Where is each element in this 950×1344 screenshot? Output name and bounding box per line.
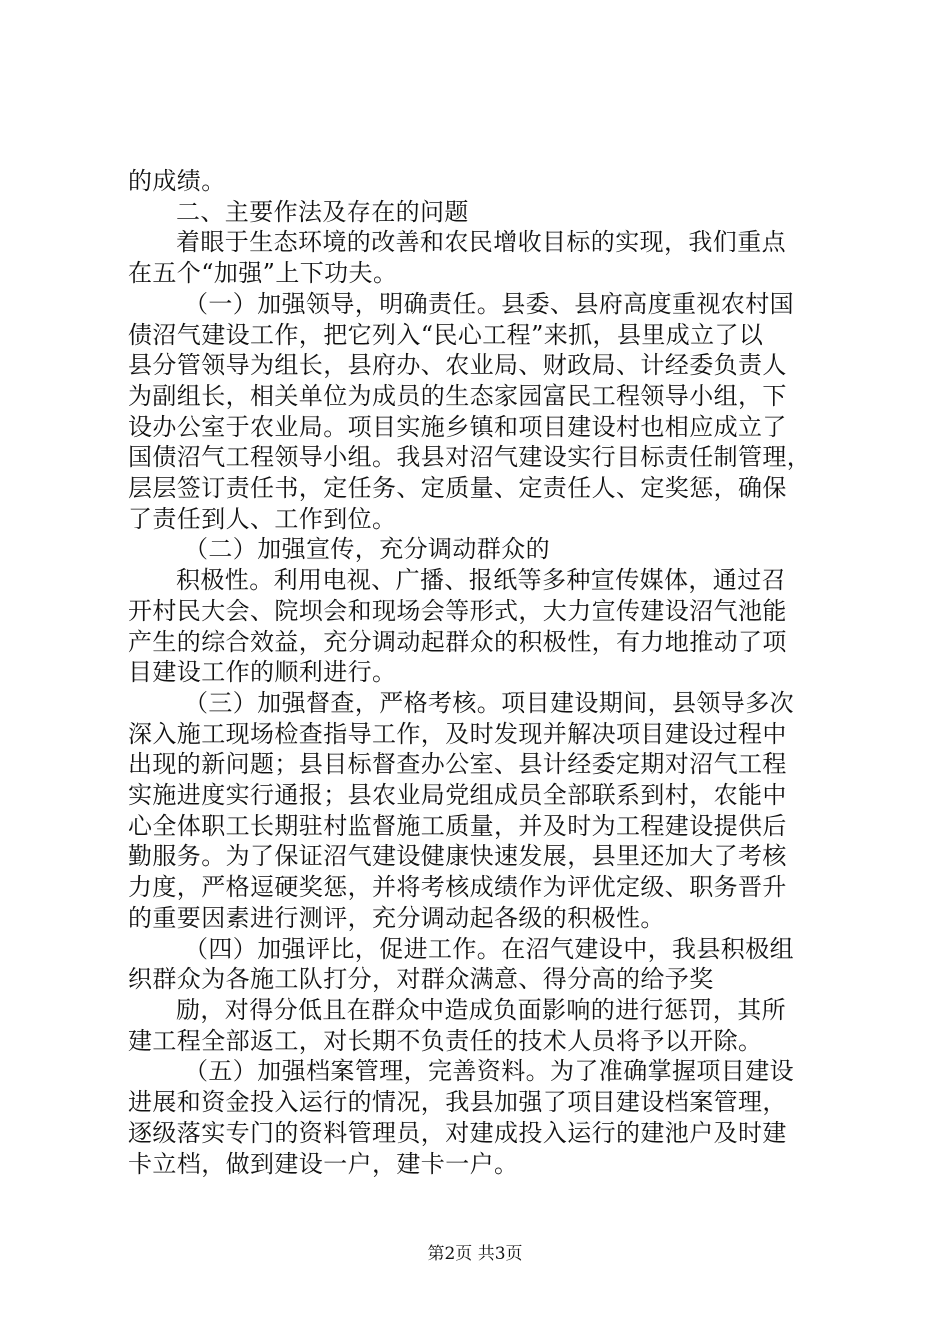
page-footer: 第2页 共3页 [427,1244,523,1264]
text-line: 了责任到人、工作到位。 [128,504,397,533]
text-line: 的成绩。 [128,167,226,195]
text-line: 债沼气建设工作，把它列入“民心工程”来抓，县里成立了以 [128,320,764,349]
document-body [128,166,828,1179]
text-line: 产生的综合效益，充分调动起群众的积极性，有力地推动了项 [128,627,787,656]
text-line: 织群众为各施工队打分，对群众满意、得分高的给予奖 [128,965,714,994]
text-line: 深入施工现场检查指导工作，及时发现并解决项目建设过程中 [128,719,787,748]
text-line: 心全体职工长期驻村监督施工质量，并及时为工程建设提供后 [128,811,787,840]
text-line: 勤服务。为了保证沼气建设健康快速发展，县里还加大了考核 [128,842,787,871]
text-line: 县分管领导为组长，县府办、农业局、财政局、计经委负责人 [128,351,787,380]
text-line: （一）加强领导，明确责任。县委、县府高度重视农村国 [184,289,794,318]
text-line: 卡立档，做到建设一户，建卡一户。 [128,1149,519,1178]
text-line: 为副组长，相关单位为成员的生态家园富民工程领导小组，下 [128,381,787,410]
text-line: 逐级落实专门的资料管理员，对建成投入运行的建池户及时建 [128,1118,787,1147]
text-line: 的重要因素进行测评，充分调动起各级的积极性。 [128,903,665,932]
text-line: （二）加强宣传，充分调动群众的 [184,535,550,564]
text-line: 开村民大会、院坝会和现场会等形式，大力宣传建设沼气池能 [128,596,787,625]
text-line: 在五个“加强”上下功夫。 [128,259,398,288]
text-line: 着眼于生态环境的改善和农民增收目标的实现，我们重点 [176,228,786,257]
text-line: 设办公室于农业局。项目实施乡镇和项目建设村也相应成立了 [128,412,787,441]
text-line: 积极性。利用电视、广播、报纸等多种宣传媒体，通过召 [176,566,786,595]
text-line: 目建设工作的顺利进行。 [128,658,397,687]
text-line: （三）加强督查，严格考核。项目建设期间，县领导多次 [184,688,794,717]
text-line: 力度，严格逗硬奖惩，并将考核成绩作为评优定级、职务晋升 [128,873,787,902]
text-line: 进展和资金投入运行的情况，我县加强了项目建设档案管理， [128,1088,787,1117]
text-line: 实施进度实行通报；县农业局党组成员全部联系到村，农能中 [128,781,787,810]
text-line: （四）加强评比，促进工作。在沼气建设中，我县积极组 [184,934,794,963]
text-line: 二、主要作法及存在的问题 [176,197,469,226]
text-line: 出现的新问题；县目标督查办公室、县计经委定期对沼气工程 [128,750,787,779]
text-line: （五）加强档案管理，完善资料。为了准确掌握项目建设 [184,1057,794,1086]
text-line: 建工程全部返工，对长期不负责任的技术人员将予以开除。 [128,1026,763,1055]
text-line: 国债沼气工程领导小组。我县对沼气建设实行目标责任制管理， [128,443,812,472]
text-line: 励，对得分低且在群众中造成负面影响的进行惩罚，其所 [176,995,786,1024]
text-line: 层层签订责任书，定任务、定质量、定责任人、定奖惩，确保 [128,474,787,503]
